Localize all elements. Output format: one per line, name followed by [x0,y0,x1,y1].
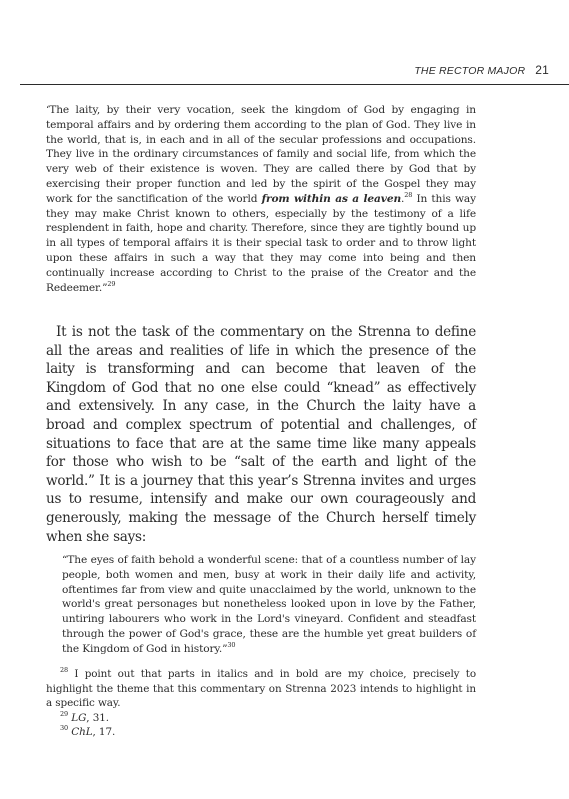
quote-eyes-of-faith [62,553,476,657]
footnote-ref-30: 30 [227,640,236,649]
main-paragraph [46,323,476,546]
quote1-emphasis: from within as a leaven [261,192,402,205]
footnote-text: I point out that parts in italics and in bold are my choice, precisely to highlight the theme that this commentary on Strenna 2023 intends to highlight in a specific way. [46,668,476,710]
footnote-ref-29: 29 [107,279,116,288]
footnote-number: 28 [60,666,69,674]
footnote-text: , 31. [86,711,109,724]
page-number: 21 [535,63,549,77]
running-title: THE RECTOR MAJOR [414,65,526,77]
footnote-number: 30 [60,724,69,733]
quote-laity-vocation [46,103,476,295]
quote1-text-after: In this way they may make Christ known to others, especially by the testimony of a life resplendent in faith, hope and charity. Therefore, since they are tightly bound up in all types of temporal affairs it is their special task to order and to throw light upon these affairs in such a way that they may come into being and then continually increase according to Christ to the praise of the Creator and the Redeemer.” [46,192,476,294]
footnote-30 [46,725,476,740]
footnote-28 [46,667,476,711]
footnotes-section [46,667,476,740]
footnote-source: LG [71,711,87,724]
footnote-29 [46,711,476,726]
quote1-text-mid: . [401,192,405,205]
footnote-source: ChL [71,726,93,739]
quote1-text-before: ‘The laity, by their very vocation, seek the kingdom of God by engaging in temporal affairs and by ordering them according to the plan of God. They live in the world, that is, in each and in all of the secular professions and occupations. They live in the ordinary circumstances of family and social life, from which the very web of their existence is woven. They are called there by God that by exercising their proper function and led by the spirit of the Gospel they may work for the sanctification of the world [46,104,476,205]
running-header [414,63,549,77]
quote2-text: “The eyes of faith behold a wonderful scene: that of a countless number of lay people, both women and men, busy at work in their daily life and activity, oftentimes far from view and quite unacclaimed by the world, unknown to the world's great personages but nonetheless looked upon in love by the Father, untiring labourers who work in the Lord's vineyard. Confident and steadfast through the power of God's grace, these are the humble yet great builders of the Kingdom of God in history.” [62,554,476,655]
footnote-number: 29 [60,709,69,718]
footnote-text: , 17. [92,726,116,739]
header-rule [20,84,569,85]
footnote-ref-28: 28 [404,190,413,199]
main-paragraph-text: It is not the task of the commentary on the Strenna to define all the areas and realities of life in which the presence of the laity is transforming and can become that leaven of the Kingdom of God that no one else could “knead” as effectively and extensively. In any case, in the Church the laity have a broad and complex spectrum of potential and challenges, of situations to face that are at the same time like many appeals for those who wish to be “salt of the earth and light of the world.” It is a journey that this year’s Strenna invites and urges us to resume, intensify and make our own courageously and generously, making the message of the Church herself timely when she says: [46,324,476,545]
